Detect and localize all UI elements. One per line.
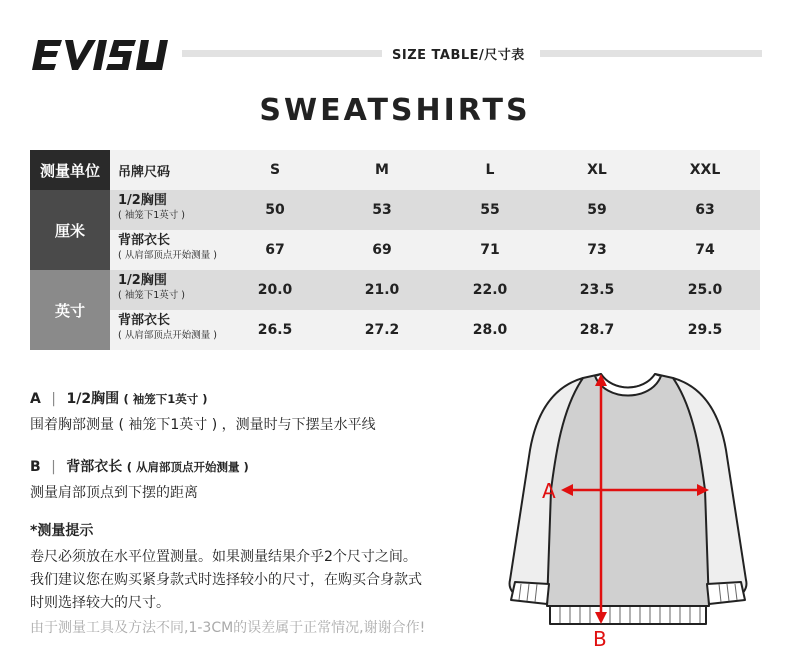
table-row <box>110 270 760 310</box>
size-header-m: M <box>375 162 389 178</box>
right-cuff <box>707 582 745 604</box>
size-header-xxl: XXL <box>689 162 721 178</box>
row-label-sub: ( 袖笼下1英寸 ) <box>118 210 185 221</box>
hem-band <box>550 606 706 624</box>
table-row <box>110 310 760 350</box>
tip-line-3: 时则选择较大的尺寸。 <box>30 595 170 611</box>
row-label-sub: ( 袖笼下1英寸 ) <box>118 290 185 301</box>
row-label <box>118 233 217 263</box>
row-label-main: 背部衣长 <box>118 233 171 248</box>
note-b-letter: B <box>30 459 41 475</box>
value-cell: 59 <box>587 202 607 218</box>
size-label-header: 吊牌尺码 <box>118 164 171 180</box>
row-label-sub: ( 从肩部顶点开始测量 ) <box>118 330 217 341</box>
value-cell: 21.0 <box>364 282 400 298</box>
row-label-sub: ( 从肩部顶点开始测量 ) <box>118 250 217 261</box>
disclaimer: 由于测量工具及方法不同,1-3CM的误差属于正常情况,谢谢合作! <box>30 620 426 636</box>
tip-line-2: 我们建议您在购买紧身款式时选择较小的尺寸，在购买合身款式 <box>30 572 422 588</box>
value-cell: 23.5 <box>579 282 615 298</box>
value-cell: 29.5 <box>687 322 723 338</box>
value-cell: 26.5 <box>257 322 293 338</box>
row-label <box>118 193 185 223</box>
value-cell: 53 <box>372 202 392 218</box>
header-rule-left <box>182 50 382 57</box>
value-cell: 69 <box>372 242 392 258</box>
note-a-heading <box>30 388 208 408</box>
note-b-heading <box>30 456 249 476</box>
value-cell: 28.7 <box>579 322 615 338</box>
table-row <box>110 190 760 230</box>
evisu-logo <box>32 38 172 72</box>
value-cell: 67 <box>265 242 285 258</box>
left-cuff <box>511 582 549 604</box>
note-a-divider: | <box>51 391 57 407</box>
tip-title: *测量提示 <box>30 523 94 539</box>
note-b-title: 背部衣长 <box>66 459 123 475</box>
table-header-row <box>30 150 760 190</box>
note-a-title: 1/2胸围 <box>66 391 120 407</box>
size-header-s: S <box>269 162 281 178</box>
note-b-sub: ( 从肩部顶点开始测量 ) <box>126 460 249 474</box>
value-cell: 71 <box>480 242 500 258</box>
label-b: B <box>593 627 607 651</box>
row-label <box>118 273 185 303</box>
size-header-xl: XL <box>587 162 607 178</box>
note-a-sub: ( 袖笼下1英寸 ) <box>123 392 208 406</box>
row-label-main: 1/2胸围 <box>118 273 167 288</box>
value-cell: 73 <box>587 242 607 258</box>
note-a-desc: 围着胸部测量 ( 袖笼下1英寸 ) ，测量时与下摆呈水平线 <box>30 417 376 433</box>
value-cell: 63 <box>695 202 715 218</box>
sweatshirt-diagram <box>505 370 770 655</box>
label-a: A <box>542 479 556 503</box>
page-title: SWEATSHIRTS <box>259 93 531 128</box>
value-cell: 20.0 <box>257 282 293 298</box>
header-rule-right <box>540 50 762 57</box>
size-header-l: L <box>485 162 495 178</box>
row-label-main: 1/2胸围 <box>118 193 167 208</box>
size-table <box>30 150 760 350</box>
value-cell: 28.0 <box>472 322 508 338</box>
unit-cm: 厘米 <box>30 190 110 270</box>
value-cell: 27.2 <box>364 322 400 338</box>
value-cell: 74 <box>695 242 715 258</box>
value-cell: 50 <box>265 202 285 218</box>
value-cell: 25.0 <box>687 282 723 298</box>
table-row <box>110 230 760 270</box>
note-b-desc: 测量肩部顶点到下摆的距离 <box>30 485 198 501</box>
tip-line-1: 卷尺必须放在水平位置测量。如果测量结果介乎2个尺寸之间。 <box>30 549 417 565</box>
value-cell: 55 <box>480 202 500 218</box>
note-b-divider: | <box>51 459 56 475</box>
unit-header: 测量单位 <box>30 150 110 190</box>
row-label <box>118 313 217 343</box>
header-title: SIZE TABLE/尺寸表 <box>392 48 525 63</box>
note-a-letter: A <box>30 391 41 407</box>
unit-inch: 英寸 <box>30 270 110 350</box>
value-cell: 22.0 <box>472 282 508 298</box>
row-label-main: 背部衣长 <box>118 313 171 328</box>
